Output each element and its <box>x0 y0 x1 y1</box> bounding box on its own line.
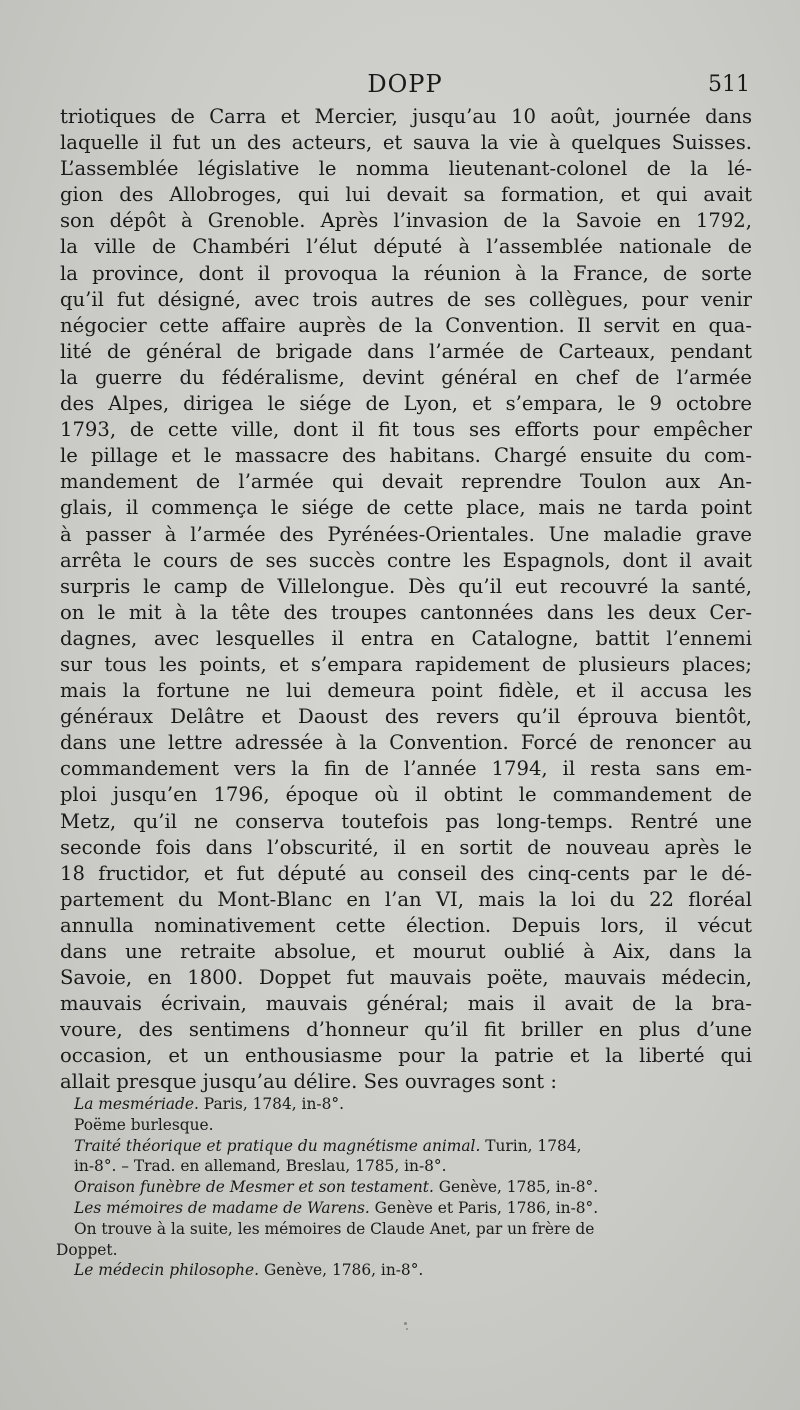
running-head: DOPP <box>367 70 443 98</box>
work-details: On trouve à la suite, les mémoires de Claude Anet, par un frère de <box>74 1219 595 1238</box>
work-title: Les mémoires de madame de Warens. <box>74 1198 370 1217</box>
text-line: 1793, de cette ville, dont il fit tous ses efforts pour empêcher <box>60 418 752 442</box>
text-line: la ville de Chambéri l’élut député à l’assemblée nationale de <box>60 235 752 259</box>
text-line: le pillage et le massacre des habitans. Chargé ensuite du com- <box>60 444 752 468</box>
bibliography-entry <box>56 1136 756 1157</box>
text-line: à passer à l’armée des Pyrénées-Orientales. Une maladie grave <box>60 522 752 546</box>
bibliography-entry <box>56 1240 756 1261</box>
page-number: 511 <box>708 72 750 97</box>
bibliography-entry <box>56 1219 756 1240</box>
text-line: on le mit à la tête des troupes cantonnées dans les deux Cer- <box>60 600 752 624</box>
bibliography-entry <box>56 1156 756 1177</box>
work-details: Poëme burlesque. <box>74 1115 214 1134</box>
text-line: négocier cette affaire auprès de la Convention. Il servit en qua- <box>60 313 752 337</box>
text-line: mandement de l’armée qui devait reprendre Toulon aux An- <box>60 470 752 494</box>
text-line: mauvais écrivain, mauvais général; mais il avait de la bra- <box>60 992 752 1016</box>
work-details: Turin, 1784, <box>480 1136 582 1155</box>
bibliography-list <box>56 1094 756 1281</box>
text-line: dans une retraite absolue, et mourut oublié à Aix, dans la <box>60 940 752 963</box>
paper-speck <box>404 1322 407 1325</box>
work-details: in-8°. – Trad. en allemand, Breslau, 1785, in-8°. <box>74 1157 447 1176</box>
text-line: dans une lettre adressée à la Convention. Forcé de renoncer au <box>60 731 752 755</box>
body-text <box>60 104 752 1096</box>
text-line: annulla nominativement cette élection. Depuis lors, il vécut <box>60 913 752 937</box>
text-line: commandement vers la fin de l’année 1794, il resta sans em- <box>60 757 752 781</box>
text-line: triotiques de Carra et Mercier, jusqu’au 10 août, journée dans <box>60 105 752 128</box>
work-title: Oraison funèbre de Mesmer et son testament. <box>74 1178 434 1197</box>
text-line: arrêta le cours de ses succès contre les Espagnols, dont il avait <box>60 548 752 572</box>
bibliography-entry <box>56 1177 756 1198</box>
text-line: gion des Allobroges, qui lui devait sa formation, et qui avait <box>60 183 752 207</box>
text-line: partement du Mont-Blanc en l’an VI, mais la loi du 22 floréal <box>60 887 752 911</box>
bibliography-entry <box>56 1260 756 1281</box>
text-line: surpris le camp de Villelongue. Dès qu’il eut recouvré la santé, <box>60 574 752 598</box>
paper-speck <box>406 1328 408 1330</box>
text-line: occasion, et un enthousiasme pour la patrie et la liberté qui <box>60 1044 752 1068</box>
text-line: qu’il fut désigné, avec trois autres de ses collègues, pour venir <box>60 287 752 311</box>
work-details: Paris, 1784, in-8°. <box>198 1095 344 1113</box>
text-line: mais la fortune ne lui demeura point fidèle, et il accusa les <box>60 679 752 703</box>
text-line: lité de général de brigade dans l’armée de Carteaux, pendant <box>60 339 752 363</box>
work-details: Genève, 1785, in-8°. <box>433 1178 599 1197</box>
text-line: L’assemblée législative le nomma lieutenant-colonel de la lé- <box>60 157 752 181</box>
text-line: Metz, qu’il ne conserva toutefois pas long-temps. Rentré une <box>60 809 752 833</box>
bibliography-entry <box>56 1115 756 1136</box>
work-title: Traité théorique et pratique du magnétisme animal. <box>74 1136 481 1155</box>
text-line: sur tous les points, et s’empara rapidement de plusieurs places; <box>60 652 752 676</box>
text-line: laquelle il fut un des acteurs, et sauva la vie à quelques Suisses. <box>60 131 752 155</box>
text-line: voure, des sentimens d’honneur qu’il fit briller en plus d’une <box>60 1018 752 1042</box>
text-line: 18 fructidor, et fut député au conseil des cinq-cents par le dé- <box>60 861 752 885</box>
text-line: des Alpes, dirigea le siége de Lyon, et s’empara, le 9 octobre <box>60 392 752 416</box>
text-line: allait presque jusqu’au délire. Ses ouvrages sont : <box>60 1070 558 1094</box>
work-details: Genève, 1786, in-8°. <box>259 1261 424 1280</box>
text-line: seconde fois dans l’obscurité, il en sortit de nouveau après le <box>60 835 752 859</box>
text-line: dagnes, avec lesquelles il entra en Catalogne, battit l’ennemi <box>60 626 752 650</box>
bibliography-entry <box>56 1094 756 1115</box>
page-header <box>60 70 750 102</box>
text-line: généraux Delâtre et Daoust des revers qu’il éprouva bientôt, <box>60 705 752 729</box>
work-details: Genève et Paris, 1786, in-8°. <box>369 1198 599 1217</box>
text-line: ploi jusqu’en 1796, époque où il obtint le commandement de <box>60 783 752 807</box>
work-title: Le médecin philosophe. <box>74 1261 260 1280</box>
work-title: La mesmériade. <box>74 1095 199 1113</box>
text-line: Savoie, en 1800. Doppet fut mauvais poëte, mauvais médecin, <box>60 966 752 990</box>
text-line: son dépôt à Grenoble. Après l’invasion de la Savoie en 1792, <box>60 209 752 233</box>
text-line: glais, il commença le siége de cette place, mais ne tarda point <box>60 496 752 520</box>
text-line: la guerre du fédéralisme, devint général en chef de l’armée <box>60 365 752 389</box>
work-details: Doppet. <box>56 1240 118 1259</box>
bibliography-entry <box>56 1198 756 1219</box>
text-line: la province, dont il provoqua la réunion à la France, de sorte <box>60 261 752 285</box>
